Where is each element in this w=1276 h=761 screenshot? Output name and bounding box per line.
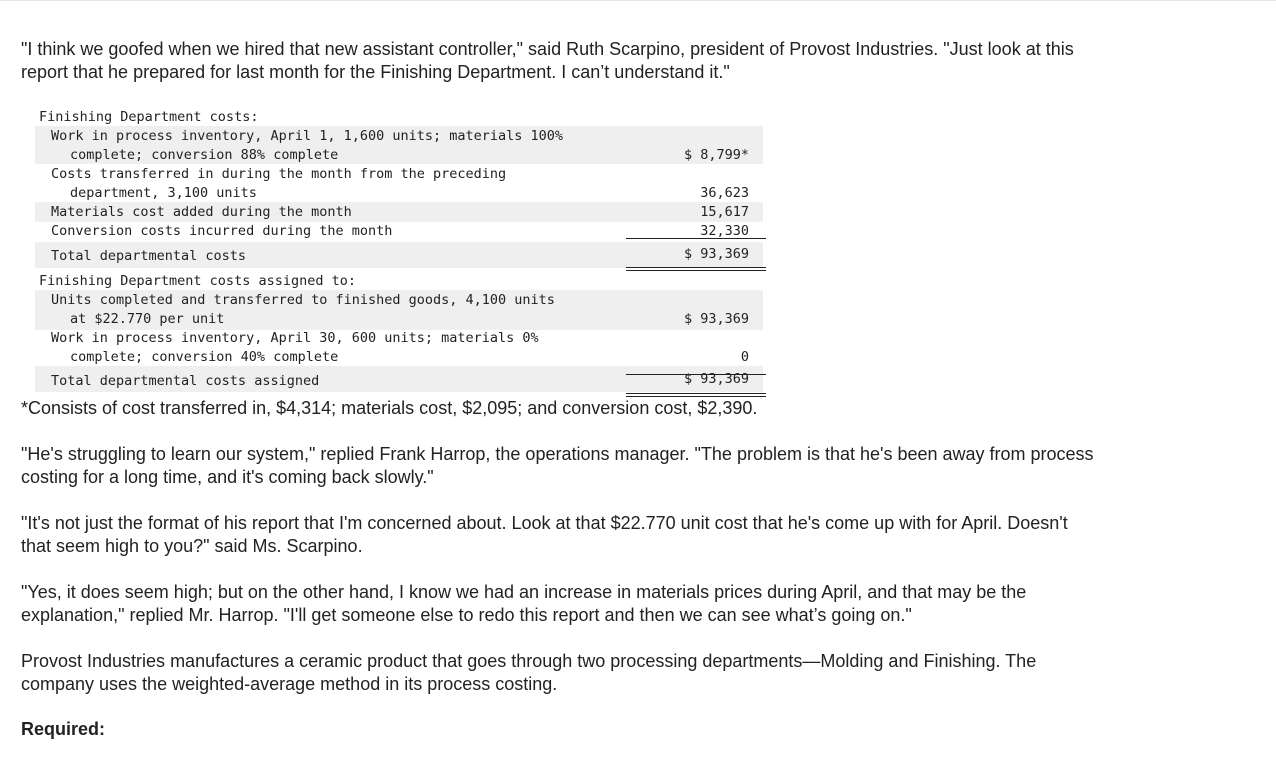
transferred-label-cont: department, 3,100 units	[70, 185, 257, 201]
report-row	[35, 329, 765, 348]
wip-april30-label-cont: complete; conversion 40% complete	[70, 349, 339, 365]
report-row	[35, 146, 765, 165]
intro-line: "I think we goofed when we hired that new assistant controller," said Ruth Scarpino, president of Provost Industries. "Just look at this	[21, 39, 1074, 59]
report-row	[35, 127, 765, 146]
report-row	[35, 291, 765, 310]
total-costs-label: Total departmental costs	[51, 248, 247, 264]
report-row	[35, 348, 765, 367]
top-divider	[0, 0, 1276, 1]
reply-line: explanation," replied Mr. Harrop. "I'll get someone else to redo this report and then we can see what’s going on."	[21, 605, 912, 625]
conversion-label: Conversion costs incurred during the month	[51, 223, 393, 239]
intro-line: report that he prepared for last month for the Finishing Department. I can’t understand it."	[21, 62, 730, 82]
total-double-rule-top	[626, 393, 766, 394]
wip-april30-amount: 0	[740, 349, 749, 365]
total-costs-amount: $ 93,369	[683, 246, 749, 262]
reply-paragraph	[21, 581, 1221, 627]
total-assigned-amount: $ 93,369	[683, 371, 749, 387]
total-double-rule-bottom	[626, 270, 766, 271]
transferred-label: Costs transferred in during the month from the preceding	[51, 166, 507, 182]
concern-line: that seem high to you?" said Ms. Scarpino.	[21, 536, 363, 556]
frank-line: costing for a long time, and it's coming back slowly."	[21, 467, 434, 487]
required-heading: Required:	[21, 719, 106, 739]
completed-label: Units completed and transferred to finished goods, 4,100 units	[51, 292, 555, 308]
provost-line: Provost Industries manufactures a ceramic product that goes through two processing departments—Molding and Finishing. The	[21, 651, 1037, 671]
report-row	[35, 203, 765, 222]
frank-paragraph	[21, 443, 1221, 489]
materials-amount: 15,617	[700, 204, 749, 220]
report-row	[35, 310, 765, 329]
completed-amount: $ 93,369	[683, 311, 749, 327]
reply-line: "Yes, it does seem high; but on the other hand, I know we had an increase in materials prices during April, and that may be the	[21, 582, 1027, 602]
provost-line: company uses the weighted-average method in its process costing.	[21, 674, 558, 694]
costs-heading: Finishing Department costs:	[39, 109, 259, 125]
report-row	[35, 165, 765, 184]
report-row	[35, 247, 765, 266]
wip-april1-amount: $ 8,799*	[683, 147, 749, 163]
conversion-amount: 32,330	[700, 223, 749, 239]
report-row	[35, 222, 765, 241]
completed-label-cont: at $22.770 per unit	[70, 311, 225, 327]
intro-paragraph	[21, 38, 1221, 84]
transferred-amount: 36,623	[700, 185, 749, 201]
report-row	[35, 184, 765, 203]
total-assigned-label: Total departmental costs assigned	[51, 373, 320, 389]
provost-paragraph	[21, 650, 1221, 696]
report-row	[35, 372, 765, 391]
wip-april1-label-cont: complete; conversion 88% complete	[70, 147, 339, 163]
report-footnote: *Consists of cost transferred in, $4,314; materials cost, $2,095; and conversion cost, $2,390.	[21, 398, 758, 418]
materials-label: Materials cost added during the month	[51, 204, 352, 220]
wip-april1-label: Work in process inventory, April 1, 1,600 units; materials 100%	[51, 128, 564, 144]
concern-paragraph	[21, 512, 1221, 558]
wip-april30-label: Work in process inventory, April 30, 600 units; materials 0%	[51, 330, 539, 346]
total-double-rule-top	[626, 267, 766, 268]
concern-line: "It's not just the format of his report that I'm concerned about. Look at that $22.770 unit cost that he's come up with for April. Doesn't	[21, 513, 1068, 533]
assigned-heading: Finishing Department costs assigned to:	[39, 273, 356, 289]
report-row	[35, 108, 765, 127]
report-row	[35, 272, 765, 291]
frank-line: "He's struggling to learn our system," replied Frank Harrop, the operations manager. "The problem is that he's been away from process	[21, 444, 1094, 464]
